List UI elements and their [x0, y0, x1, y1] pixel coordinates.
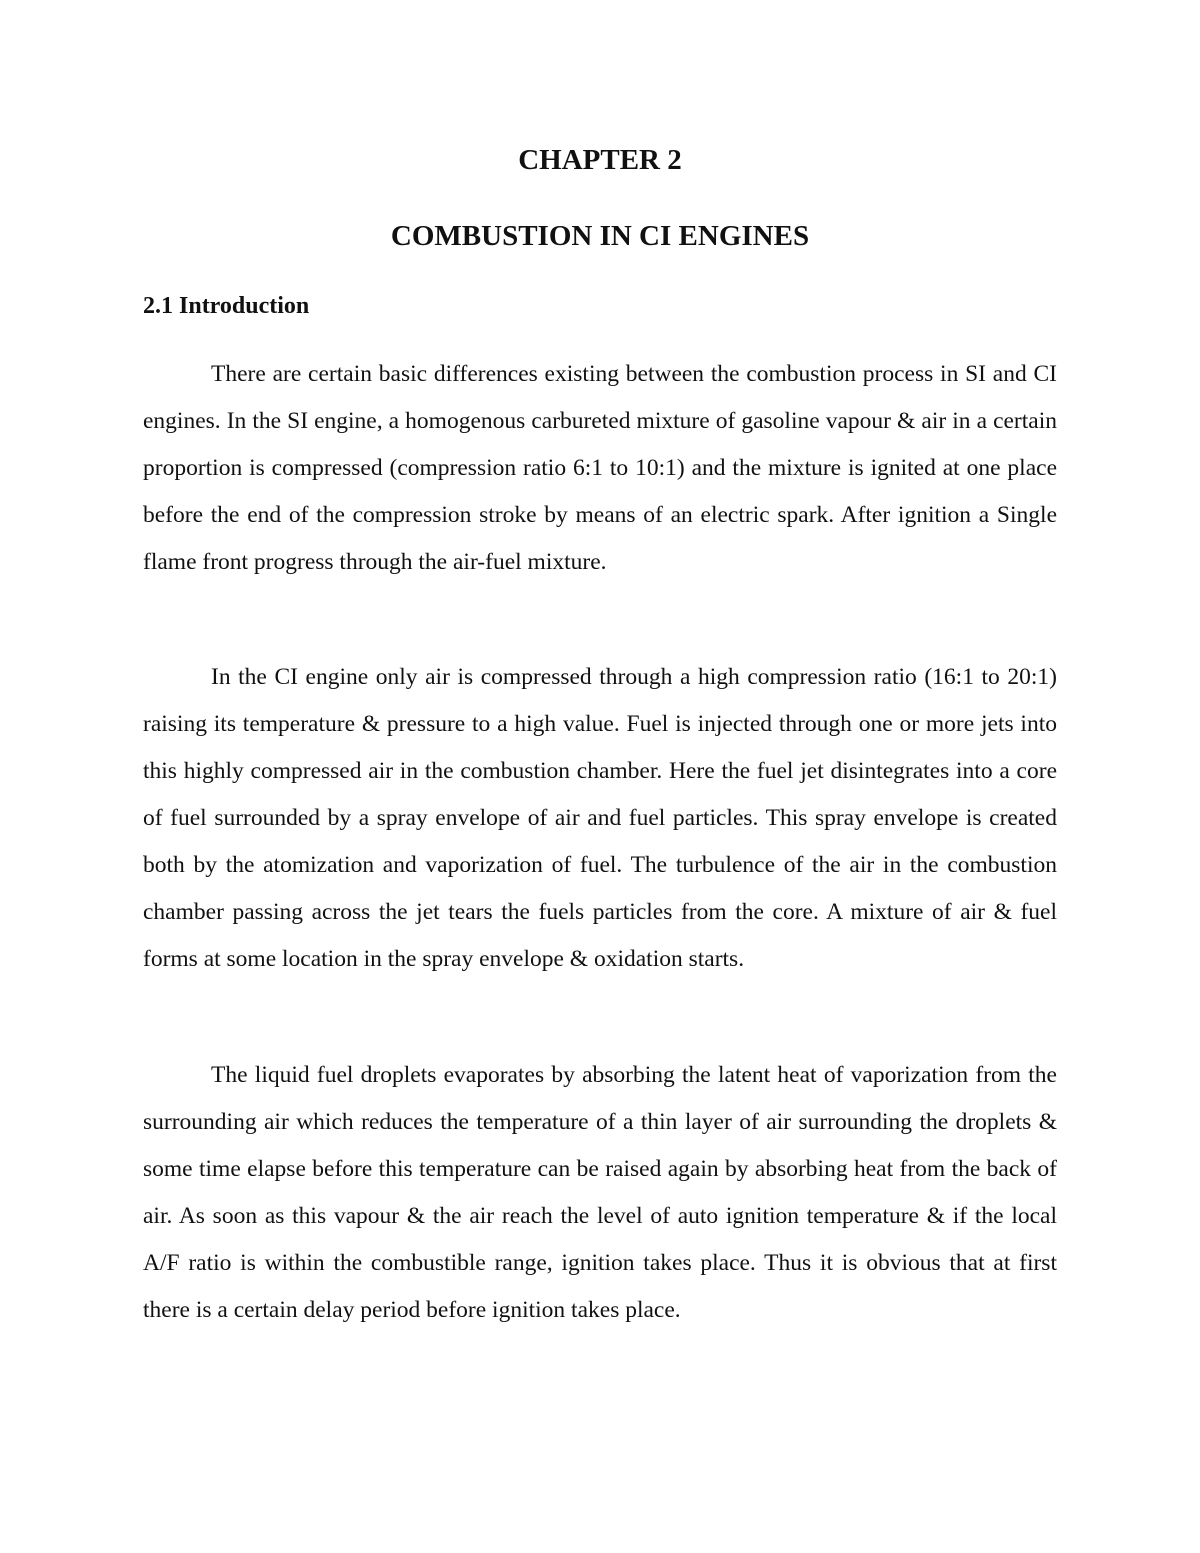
section-heading: 2.1 Introduction: [143, 293, 310, 319]
chapter-title: COMBUSTION IN CI ENGINES: [390, 220, 810, 252]
chapter-label: CHAPTER 2: [518, 144, 682, 176]
paragraph: The liquid fuel droplets evaporates by absorbing the latent heat of vaporization from the surrounding air which reduces the temperature of a thin layer of air surrounding the droplets & some time elapse before this temperature can be raised again by absorbing heat from the back of air. As soon as this vapour & the air reach the level of auto ignition temperature & if the local A/F ratio is within the combustible range, ignition takes place. Thus it is obvious that at first there is a certain delay period before ignition takes place.: [143, 1062, 1057, 1323]
paragraph: In the CI engine only air is compressed through a high compression ratio (16:1 to 20:1) raising its temperature & pressure to a high value. Fuel is injected through one or more jets into this highly compressed air in the combustion chamber. Here the fuel jet disintegrates into a core of fuel surrounded by a spray envelope of air and fuel particles. This spray envelope is created both by the atomization and vaporization of fuel. The turbulence of the air in the combustion chamber passing across the jet tears the fuels particles from the core. A mixture of air & fuel forms at some location in the spray envelope & oxidation starts.: [143, 664, 1057, 972]
paragraph: There are certain basic differences existing between the combustion process in SI and CI engines. In the SI engine, a homogenous carbureted mixture of gasoline vapour & air in a certain proportion is compressed (compression ratio 6:1 to 10:1) and the mixture is ignited at one place before the end of the compression stroke by means of an electric spark. After ignition a Single flame front progress through the air-fuel mixture.: [143, 361, 1057, 575]
